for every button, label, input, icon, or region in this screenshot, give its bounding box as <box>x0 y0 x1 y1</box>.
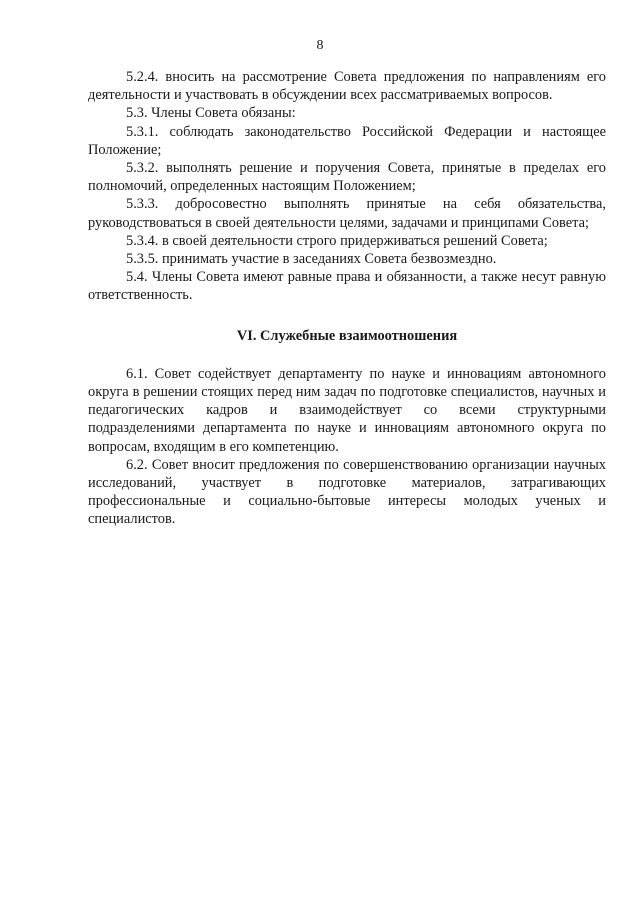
clause-5-4: 5.4. Члены Совета имеют равные права и обязанности, а также несут равную ответственность. <box>88 269 606 304</box>
clause-5-3-2: 5.3.2. выполнять решение и поручения Совета, принятые в пределах его полномочий, определенных настоящим Положением; <box>88 160 606 195</box>
clause-5-2-4: 5.2.4. вносить на рассмотрение Совета предложения по направлениям его деятельности и участвовать в обсуждении всех рассматриваемых вопросов. <box>88 69 606 104</box>
clause-6-1: 6.1. Совет содействует департаменту по науке и инновациям автономного округа в решении стоящих перед ним задач по подготовке специалистов, научных и педагогических кадров и взаимодействует со всеми структурными подразделениями департамента по науке и инновациям автономного округа по вопросам, входящим в его компетенцию. <box>88 365 606 455</box>
section-heading: VI. Служебные взаимоотношения <box>236 327 458 344</box>
page-number: 8 <box>316 38 324 53</box>
document-body <box>88 68 606 529</box>
clause-6-2: 6.2. Совет вносит предложения по совершенствованию организации научных исследований, участвует в подготовке материалов, затрагивающих профессиональные и социально-бытовые интересы молодых ученых и специалистов. <box>88 456 606 528</box>
clause-5-3-5: 5.3.5. принимать участие в заседаниях Совета безвозмездно. <box>126 251 497 268</box>
clause-5-3-3: 5.3.3. добросовестно выполнять принятые на себя обязательства, руководствоваться в своей деятельности целями, задачами и принципами Совета; <box>88 196 606 231</box>
clause-5-3-4: 5.3.4. в своей деятельности строго придерживаться решений Совета; <box>126 232 548 249</box>
clause-5-3-1: 5.3.1. соблюдать законодательство Российской Федерации и настоящее Положение; <box>88 123 606 158</box>
clause-5-3: 5.3. Члены Совета обязаны: <box>126 105 296 122</box>
